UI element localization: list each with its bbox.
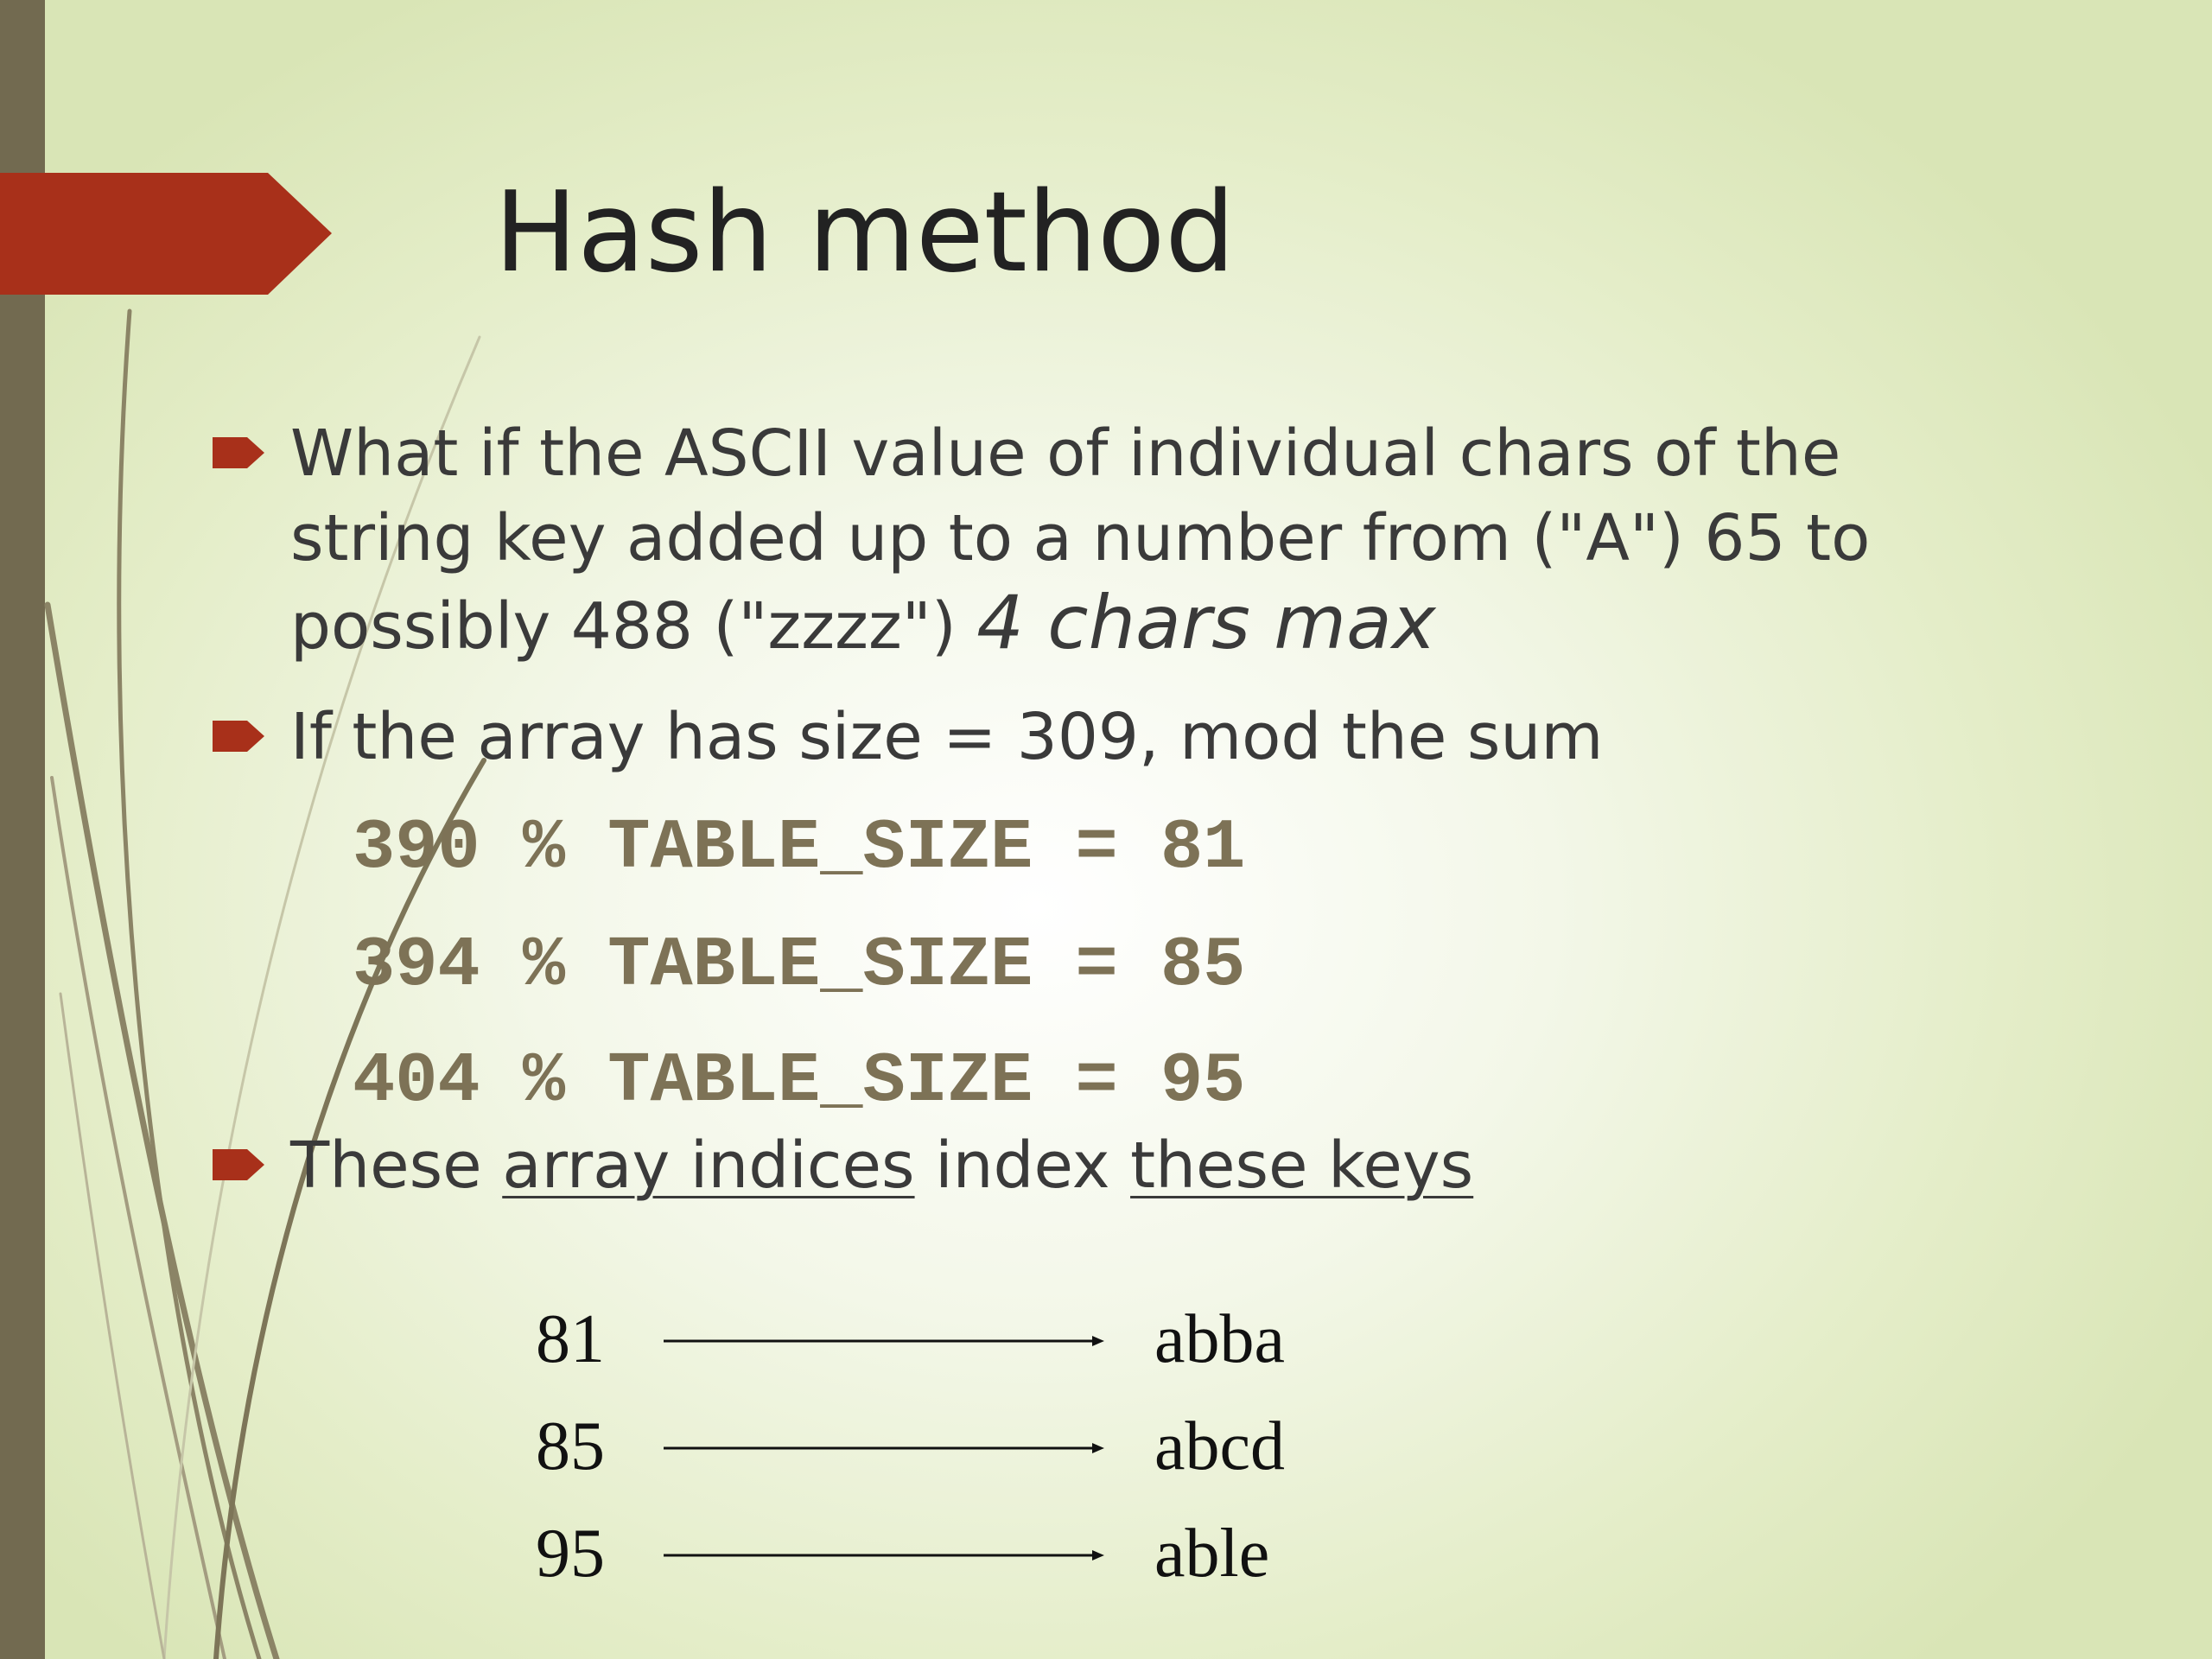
mapping-key: able — [1154, 1516, 1270, 1592]
these-keys-link[interactable]: these keys — [1130, 1128, 1474, 1203]
code-line: 390 % TABLE_SIZE = 81 — [353, 808, 1246, 888]
bullet-1-text — [290, 411, 1870, 669]
title-accent-arrow — [0, 173, 332, 295]
bullet-3-middle: index — [914, 1128, 1131, 1203]
bullet-2-text: If the array has size = 309, mod the sum — [290, 700, 1604, 774]
arrow-right-icon — [664, 1334, 1104, 1348]
slide-title: Hash method — [494, 168, 1236, 297]
bullet-1-line: string key added up to a number from ("A") 65 to — [290, 501, 1871, 575]
code-line: 404 % TABLE_SIZE = 95 — [353, 1041, 1246, 1122]
decor-line — [216, 760, 484, 1659]
mapping-row — [536, 1510, 1313, 1597]
arrow-right-icon — [664, 1441, 1104, 1455]
bullet-1-line-text: possibly 488 ("zzzz") — [290, 589, 977, 664]
decor-line — [48, 605, 276, 1659]
mapping-row — [536, 1296, 1313, 1382]
mapping-index: 81 — [536, 1301, 605, 1377]
bullet-3-text — [290, 1123, 1473, 1208]
arrow-right-icon — [664, 1548, 1104, 1562]
bullet-1-line: What if the ASCII value of individual chars of the — [290, 416, 1841, 491]
bullet-1-line — [290, 581, 1870, 669]
mapping-key: abcd — [1154, 1408, 1286, 1484]
bullet-1-emphasis: 4 chars max — [976, 580, 1436, 666]
array-indices-link[interactable]: array indices — [502, 1128, 915, 1203]
mapping-index: 95 — [536, 1516, 605, 1592]
decor-line — [52, 778, 225, 1659]
mapping-index: 85 — [536, 1408, 605, 1484]
mapping-row — [536, 1403, 1313, 1490]
bullet-3-prefix: These — [290, 1128, 503, 1203]
mapping-key: abba — [1154, 1301, 1286, 1377]
code-line: 394 % TABLE_SIZE = 85 — [353, 925, 1246, 1006]
